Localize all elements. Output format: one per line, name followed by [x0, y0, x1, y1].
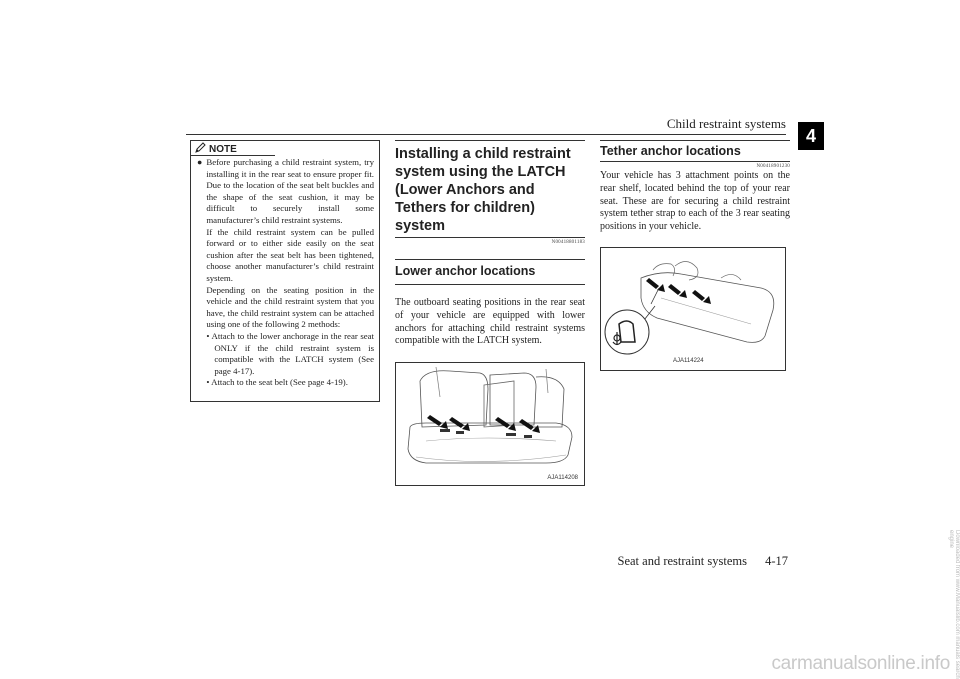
bullet-icon: ● — [197, 157, 203, 167]
note-box — [190, 140, 380, 402]
installing-heading: Installing a child restraint system using the LATCH (Lower Anchors and Tethers for children) system — [395, 146, 571, 234]
tether-code: N00418901230 — [756, 164, 790, 169]
rear-seat-illustration — [396, 363, 584, 485]
figure-label: AJA114224 — [673, 357, 704, 364]
tether-anchor-heading: Tether anchor locations — [600, 144, 741, 158]
rear-shelf-illustration — [601, 248, 785, 370]
lower-anchor-heading: Lower anchor locations — [395, 264, 536, 278]
note-paragraph: Depending on the seating position in the vehicle and the child restraint system that you have, the child restraint system can be attached using one of the following 2 methods: — [206, 284, 374, 330]
chapter-tab: 4 — [798, 122, 824, 150]
lower-anchor-body: The outboard seating positions in the rear seat of your vehicle are equipped with lower anchors for attaching child restraint systems compatible with the LATCH system. — [395, 297, 585, 347]
note-bullet — [197, 157, 374, 389]
tether-anchor-body: Your vehicle has 3 attachment points on the rear shelf, located behind the top of your rear seat. These are for securing a child restraint system tether strap to each of the 3 rear seating positions in your vehicle. — [600, 170, 790, 233]
note-paragraph: If the child restraint system can be pulled forward or to either side easily on the seat cushion after the seat belt has been tightened, choose another manufacturer’s child restraint system. — [206, 226, 374, 283]
page-number: 4-17 — [765, 554, 788, 568]
note-sub-item: • Attach to the lower anchorage in the rear seat ONLY if the child restraint system is compatible with the LATCH system (See page 4-17). — [206, 330, 374, 376]
watermark: carmanualsonline.info — [771, 653, 950, 674]
side-watermark: Downloaded from www.Manualslib.com manuals search engine — [948, 530, 960, 679]
pencil-icon — [195, 142, 206, 156]
figure-label: AJA114208 — [547, 475, 578, 482]
note-column — [190, 140, 380, 402]
note-label-text: NOTE — [209, 143, 237, 155]
tether-column — [600, 140, 790, 371]
installing-code: N00418801183 — [551, 240, 585, 245]
rear-seat-figure — [395, 362, 585, 486]
note-body — [197, 157, 374, 389]
note-label — [195, 142, 237, 156]
note-paragraph: Before purchasing a child restraint system, try installing it in the rear seat to ensure proper fit. Due to the location of the seat belt buckles and the shape of the seat cushion, it may be difficult to securely install some manufacturer’s child restraint systems. — [206, 157, 374, 225]
header-rule — [186, 134, 786, 135]
note-rule — [191, 155, 275, 156]
page-header-title: Child restraint systems — [666, 116, 786, 131]
note-sub-item: • Attach to the seat belt (See page 4-19). — [206, 377, 348, 388]
latch-column — [395, 140, 585, 486]
footer-section-title: Seat and restraint systems — [617, 554, 747, 568]
rear-shelf-figure — [600, 247, 786, 371]
